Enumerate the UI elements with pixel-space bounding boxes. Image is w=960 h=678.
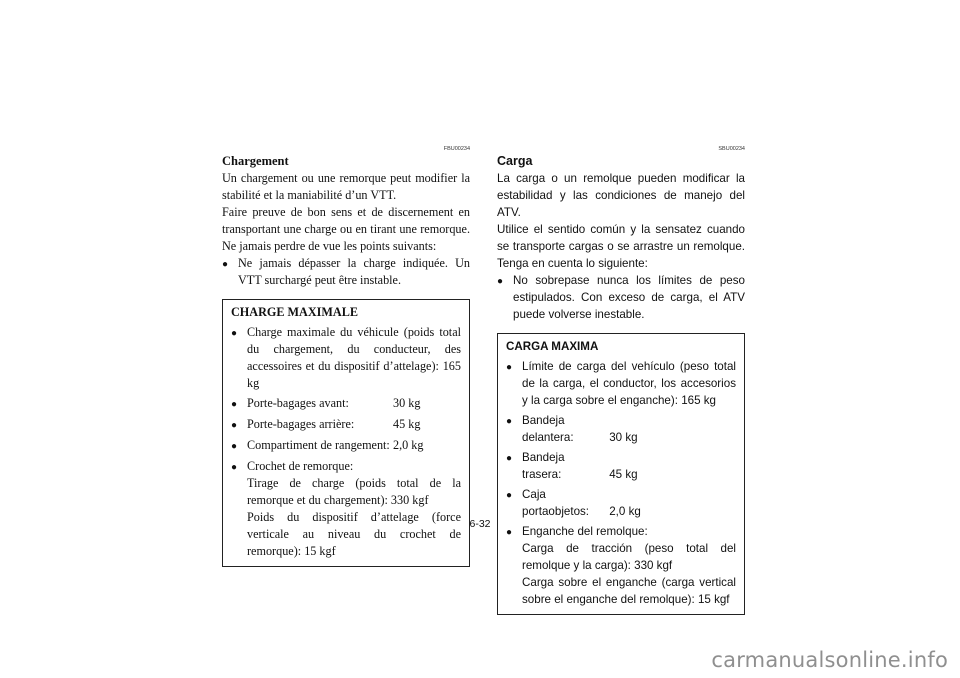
max-load-box — [497, 333, 745, 615]
bullet-icon: ● — [231, 462, 238, 473]
box-title: CHARGE MAXIMALE — [231, 305, 358, 319]
bullet-icon: ● — [506, 453, 513, 464]
spanish-column — [497, 145, 745, 615]
box-item-label: Porte-bagages arrière: — [247, 417, 355, 431]
paragraph: Un chargement ou une remorque peut modifier la stabilité et la maniabilité d’un VTT. — [222, 171, 470, 202]
box-item — [506, 358, 736, 409]
watermark: carmanualsonline.info — [711, 648, 948, 672]
bullet-icon: ● — [222, 259, 229, 270]
bullet-icon: ● — [231, 441, 238, 452]
section-heading: Chargement — [222, 154, 289, 168]
box-item — [506, 486, 736, 520]
box-item — [231, 416, 461, 434]
box-item-title: Crochet de remorque: — [247, 459, 354, 473]
box-item-text: Carga sobre el enganche (carga vertical sobre el enganche del remolque): 15 kgf — [522, 576, 736, 606]
box-item-label: Bandeja trasera: — [522, 451, 565, 481]
bullet-icon: ● — [231, 420, 238, 431]
bullet-icon: ● — [506, 527, 513, 538]
box-item-text: Poids du dispositif d’attelage (force verticale au niveau du crochet de remorque): 15 kgf — [247, 510, 461, 558]
box-item — [231, 395, 461, 413]
box-item-text: Tirage de charge (poids total de la remorque et du chargement): 330 kgf — [247, 476, 461, 507]
box-item-label: Bandeja delantera: — [522, 414, 574, 444]
bullet-item — [222, 255, 470, 289]
box-item-value: 45 kg — [393, 417, 421, 431]
box-item-value: 2,0 kg — [393, 438, 424, 452]
section-code: FBU00234 — [443, 146, 470, 152]
box-item-label: Compartiment de rangement: — [247, 438, 390, 452]
box-item-label: Porte-bagages avant: — [247, 396, 349, 410]
box-item-text: Límite de carga del vehículo (peso total de la carga, el conductor, los accesorios y la carga sobre el enganche): 165 kg — [522, 360, 736, 407]
box-title: CARGA MAXIMA — [506, 340, 599, 353]
box-item — [231, 437, 461, 455]
box-item — [506, 523, 736, 608]
bullet-icon: ● — [231, 328, 238, 339]
bullet-text: No sobrepase nunca los límites de peso estipulados. Con exceso de carga, el ATV puede volverse inestable. — [513, 274, 745, 321]
bullet-item — [497, 272, 745, 323]
box-item-value: 30 kg — [609, 431, 638, 444]
bullet-icon: ● — [506, 362, 513, 373]
box-item-value: 45 kg — [609, 468, 638, 481]
bullet-text: Ne jamais dépasser la charge indiquée. Un VTT surchargé peut être instable. — [238, 256, 470, 287]
box-item — [506, 449, 736, 483]
bullet-icon: ● — [231, 399, 238, 410]
box-item — [506, 412, 736, 446]
bullet-icon: ● — [506, 416, 513, 427]
bullet-icon: ● — [497, 276, 504, 287]
section-heading: Carga — [497, 154, 533, 168]
french-column — [222, 145, 470, 567]
box-item-text: Charge maximale du véhicule (poids total du chargement, du conducteur, des accessoires et du dispositif d’attelage): 165 kg — [247, 325, 461, 390]
max-load-box — [222, 299, 470, 567]
bullet-icon: ● — [506, 490, 513, 501]
paragraph: Faire preuve de bon sens et de discernement en transportant une charge ou en tirant une remorque. Ne jamais perdre de vue les points suivants: — [222, 205, 470, 253]
section-code: SBU00234 — [718, 146, 745, 152]
box-item-title: Enganche del remolque: — [522, 525, 648, 538]
box-item-value: 2,0 kg — [609, 505, 641, 518]
page-number: 6-32 — [469, 518, 491, 530]
paragraph: La carga o un remolque pueden modificar la estabilidad y las condiciones de manejo del ATV. — [497, 172, 745, 219]
box-item-value: 30 kg — [393, 396, 421, 410]
box-item-label: Caja portaobjetos: — [522, 488, 590, 518]
box-item-text: Carga de tracción (peso total del remolque y la carga): 330 kgf — [522, 542, 736, 572]
box-item — [231, 458, 461, 560]
paragraph: Utilice el sentido común y la sensatez cuando se transporte cargas o se arrastre un remolque. Tenga en cuenta lo siguiente: — [497, 223, 745, 270]
box-item — [231, 324, 461, 392]
